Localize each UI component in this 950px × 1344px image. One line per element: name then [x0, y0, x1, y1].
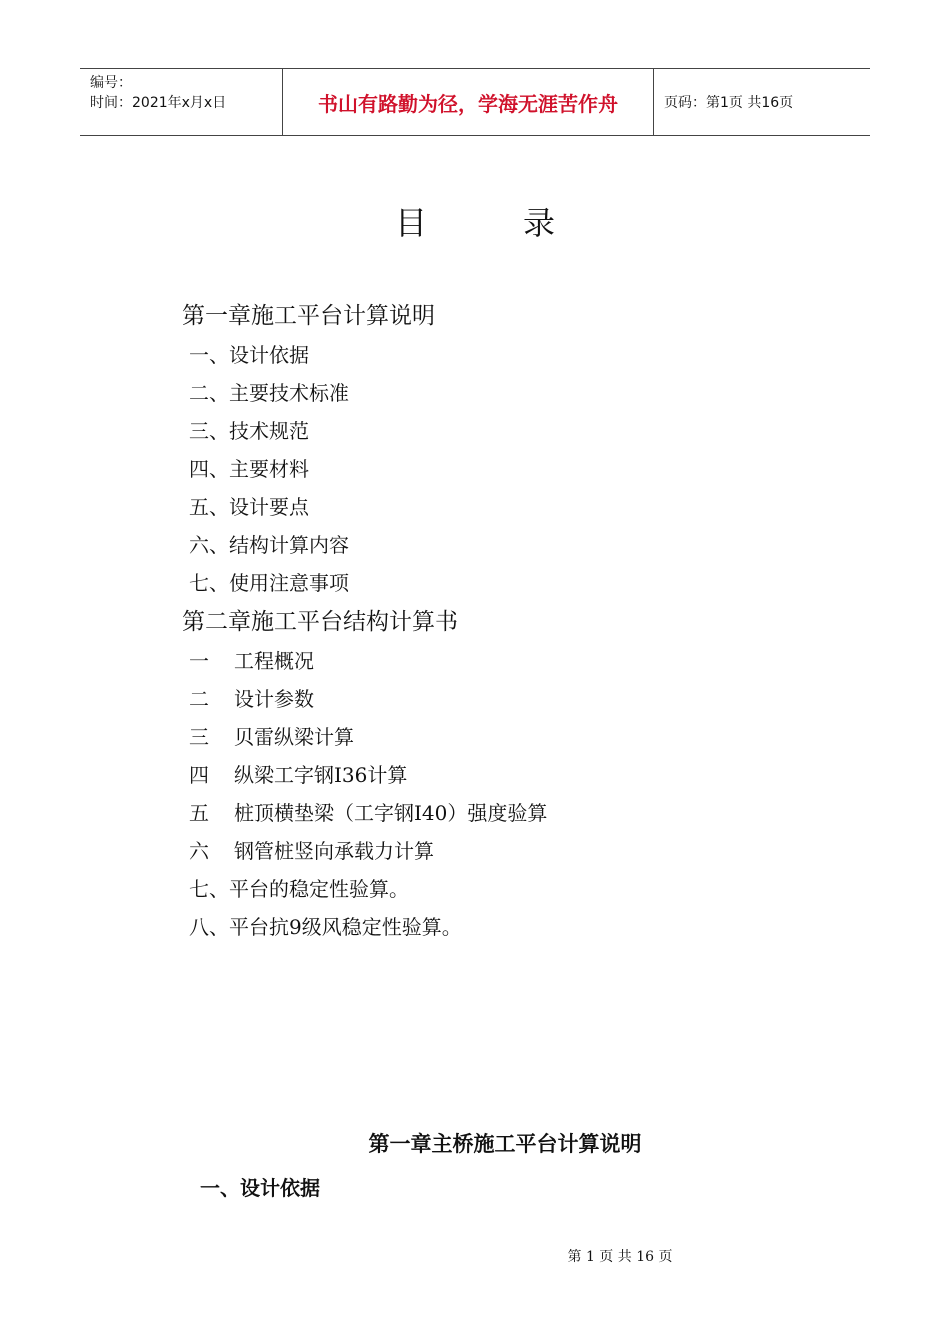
toc-item: 七、平台的稳定性验算。: [189, 877, 409, 901]
toc-item: [182, 718, 802, 756]
toc-item: [182, 642, 802, 680]
toc-item: 一、设计依据: [189, 343, 309, 367]
toc-item: 二、主要技术标准: [189, 381, 349, 405]
toc-title-part1: 目: [394, 204, 427, 242]
toc-item: 八、平台抗9级风稳定性验算。: [189, 915, 462, 939]
toc-item: [182, 680, 802, 718]
header-motto: 书山有路勤为径，学海无涯苦作舟: [282, 69, 654, 135]
toc-item: 六、结构计算内容: [189, 533, 349, 557]
toc-item: 三、技术规范: [189, 419, 309, 443]
toc-item: 七、使用注意事项: [189, 571, 349, 595]
toc-item: 五、设计要点: [189, 495, 309, 519]
header-meta: [80, 69, 282, 135]
toc-title-part2: 录: [523, 204, 556, 242]
toc-item-text: 贝雷纵梁计算: [234, 725, 354, 749]
header-page-info: 页码：第1页 共16页: [664, 95, 794, 111]
toc-item-text: 纵梁工字钢I36计算: [234, 763, 408, 787]
page-footer: 第 1 页 共 16 页: [567, 1249, 673, 1265]
toc-chapter-2: 第二章施工平台结构计算书: [182, 609, 458, 635]
time-label: 时间：2021年x月x日: [90, 95, 227, 111]
toc-item: [182, 756, 802, 794]
toc-title: [0, 198, 950, 244]
toc-item-text: 桩顶横垫梁（工字钢I40）强度验算: [234, 801, 548, 825]
header-table: [80, 68, 870, 136]
toc-item-number: 二: [189, 687, 209, 711]
toc-item-text: 钢管桩竖向承载力计算: [234, 839, 434, 863]
chapter-heading: 第一章主桥施工平台计算说明: [368, 1132, 642, 1156]
toc-item-number: 四: [189, 763, 209, 787]
toc-item: [182, 832, 802, 870]
section-heading: 一、设计依据: [200, 1176, 320, 1200]
number-label: 编号：: [90, 75, 132, 91]
toc-item-number: 三: [189, 725, 209, 749]
toc-item-text: 设计参数: [234, 687, 314, 711]
toc-item: [182, 794, 802, 832]
toc-item-number: 六: [189, 839, 209, 863]
toc-item-number: 一: [189, 649, 209, 673]
toc-chapter-1: 第一章施工平台计算说明: [182, 303, 435, 329]
toc-item-number: 五: [189, 801, 209, 825]
toc-item: 四、主要材料: [189, 457, 309, 481]
table-of-contents: [182, 296, 802, 946]
toc-item-text: 工程概况: [234, 649, 314, 673]
